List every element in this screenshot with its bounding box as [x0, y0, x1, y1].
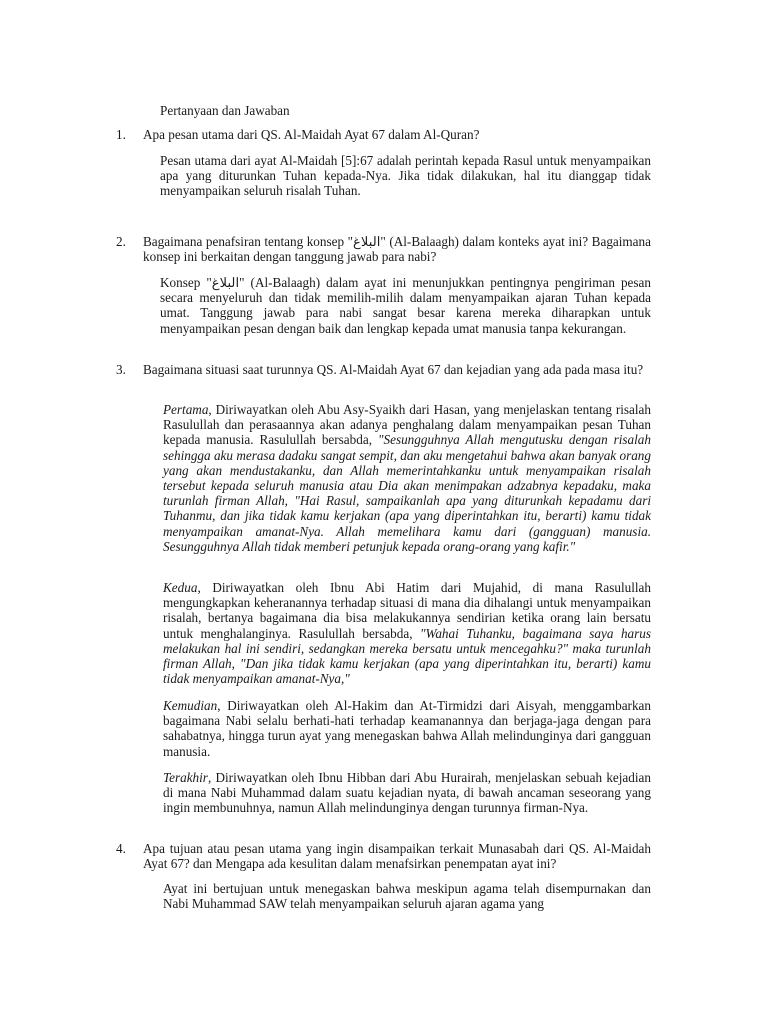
question-number: 2.: [116, 234, 126, 249]
answer-1: Pesan utama dari ayat Al-Maidah [5]:67 adalah perintah kepada Rasul untuk menyampaikan apa yang diturunkan Tuhan kepada-Nya. Jika tidak dilakukan, hal itu dianggap tidak menyampaikan seluruh risalah Tuhan.: [160, 153, 651, 199]
answer-2: Konsep "البلاغ" (Al-Balaagh) dalam ayat ini menunjukkan pentingnya pengiriman pesan secara menyeluruh dan tidak memilih-milih dalam menyampaikan ajaran Tuhan kepada umat. Tanggung jawab para nabi sangat besar karena mereka diharapkan untuk menyampaikan pesan dengan baik dan lengkap kepada umat manusia tanpa kekurangan.: [160, 275, 651, 336]
paragraph-quote: "Wahai Tuhanku, bagaimana saya harus melakukan hal ini sendiri, sedangkan mereka bersatu untuk mencegahku?" maka turunlah firman Allah, "Dan jika tidak kamu kerjakan (apa yang diperintahkan itu, berarti) kamu tidak menyampaikan amanat-Nya,": [163, 625, 652, 687]
question-number: 1.: [116, 127, 126, 142]
question-text: Apa pesan utama dari QS. Al-Maidah Ayat 67 dalam Al-Quran?: [143, 127, 480, 142]
answer-3-paragraph-2: [163, 580, 651, 686]
paragraph-body: , Diriwayatkan oleh Ibnu Abi Hatim dari Mujahid, di mana Rasulullah mengungkapkan keheranannya terhadap situasi di mana dia dihalangi untuk menyampaikan risalah, bertanya bagaimana dia bisa melakukannya sendirian ketika orang lain bersatu untuk menghalanginya. Rasulullah bersabda,: [163, 580, 651, 641]
document-heading: Pertanyaan dan Jawaban: [160, 103, 290, 118]
question-text: Bagaimana situasi saat turunnya QS. Al-Maidah Ayat 67 dan kejadian yang ada pada masa itu?: [143, 362, 644, 377]
paragraph-lead: Pertama: [163, 402, 209, 417]
question-number: 4.: [116, 841, 126, 856]
paragraph-body: , Diriwayatkan oleh Ibnu Hibban dari Abu Hurairah, menjelaskan sebuah kejadian di mana Nabi Muhammad dalam suatu kejadian nyata, di bawah ancaman seseorang yang ingin membunuhnya, namun Allah melindunginya dengan turunnya firman-Nya.: [163, 770, 651, 816]
paragraph-body: , Diriwayatkan oleh Abu Asy-Syaikh dari Hasan, yang menjelaskan tentang risalah Rasulullah dan perasaannya akan adanya penghalang dalam menyampaikan pesan Tuhan kepada manusia. Rasulullah bersabda,: [163, 402, 651, 448]
question-4: [116, 841, 651, 871]
paragraph-lead: Kedua: [163, 580, 198, 595]
question-2: [116, 234, 651, 264]
question-1: [116, 127, 651, 142]
question-text: Apa tujuan atau pesan utama yang ingin disampaikan terkait Munasabah dari QS. Al-Maidah Ayat 67? dan Mengapa ada kesulitan dalam menafsirkan penempatan ayat ini?: [143, 841, 651, 872]
answer-4: Ayat ini bertujuan untuk menegaskan bahwa meskipun agama telah disempurnakan dan Nabi Muhammad SAW telah menyampaikan seluruh ajaran agama yang: [163, 881, 651, 912]
paragraph-lead: Terakhir: [163, 770, 208, 785]
answer-3-paragraph-1: [163, 402, 651, 554]
question-3: [116, 362, 651, 377]
paragraph-quote: "Sesungguhnya Allah mengutusku dengan risalah sehingga aku merasa dadaku sangat sempit, dan aku mengetahui bahwa akan banyak orang yang akan mendustakanku, dan Allah memerintahkanku untuk menyampaikan risalah tersebut kepada seluruh manusia atau Dia akan menimpakan adzabnya kepadaku, maka turunlah firman Allah, "Hai Rasul, sampaikanlah apa yang diturunkah kepadamu dari Tuhanmu, dan jika tidak kamu kerjakan (apa yang diperintahkan itu, berarti) kamu tidak menyampaikan amanat-Nya. Allah memelihara kamu dari (gangguan) manusia. Sesungguhnya Allah tidak memberi petunjuk kepada orang-orang yang kafir.": [163, 432, 651, 554]
answer-3-paragraph-3: [163, 698, 651, 759]
answer-3-paragraph-4: [163, 770, 651, 816]
question-text: Bagaimana penafsiran tentang konsep "البلاغ" (Al-Balaagh) dalam konteks ayat ini? Bagaimana konsep ini berkaitan dengan tanggung jawab para nabi?: [143, 234, 651, 265]
paragraph-lead: Kemudian: [163, 698, 218, 713]
question-number: 3.: [116, 362, 126, 377]
paragraph-body: , Diriwayatkan oleh Al-Hakim dan At-Tirmidzi dari Aisyah, menggambarkan bagaimana Nabi selalu berhati-hati terhadap keamanannya dan berjaga-jaga dengan para sahabatnya, hingga turun ayat yang menegaskan bahwa Allah melindunginya dari gangguan manusia.: [163, 698, 651, 759]
